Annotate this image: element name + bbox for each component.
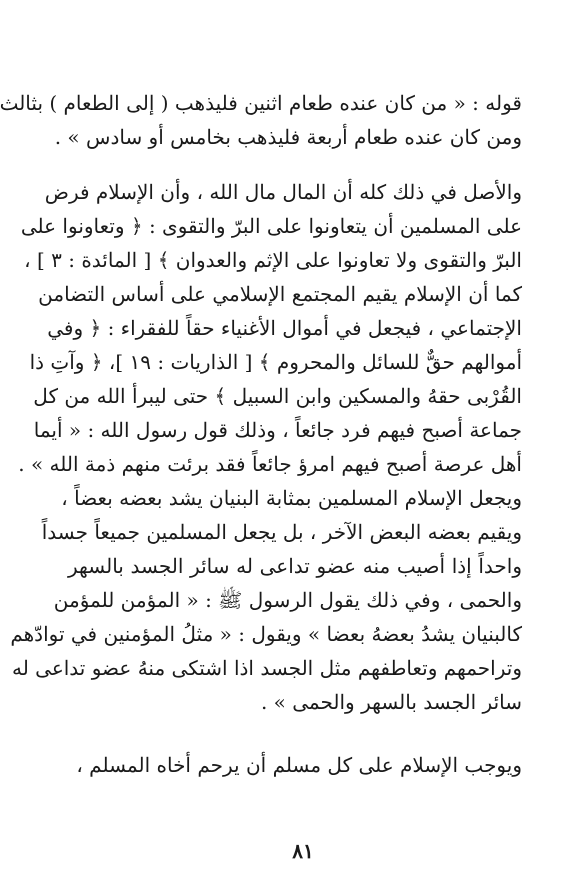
text-line: قوله : « من كان عنده طعام اثنين فليذهب ( إلى الطعام ) بثالث — [0, 91, 522, 115]
text-line: أهل عرصة أصبح فيهم امرؤ جائعاً فقد برئت منهم ذمة الله » . — [18, 452, 522, 476]
text-line: ومن كان عنده طعام أربعة فليذهب بخامس أو سادس » . — [54, 125, 522, 149]
text-line: ويوجب الإسلام على كل مسلم أن يرحم أخاه المسلم ، — [76, 753, 522, 777]
text-line: كالبنيان يشدُ بعضهُ بعضا » ويقول : « مثلُ المؤمنين في توادّهم — [10, 622, 522, 646]
paragraph-1 — [0, 86, 522, 154]
text-line: والحمى ، وفي ذلك يقول الرسول ﷺ : « المؤمن للمؤمن — [53, 588, 522, 612]
text-line: أموالهم حقٌّ للسائل والمحروم ﴾ [ الذاريات : ١٩ ]، ﴿ وآتِ ذا — [29, 350, 522, 374]
text-line: سائر الجسد بالسهر والحمى » . — [260, 690, 522, 714]
text-line: واحداً إذا أصيب منه عضو تداعى له سائر الجسد بالسهر — [68, 554, 523, 578]
text-line: وتراحمهم وتعاطفهم مثل الجسد اذا اشتكى منهُ عضو تداعى له — [11, 656, 522, 680]
paragraph-2 — [10, 175, 523, 719]
text-line: القُرْبى حقهُ والمسكين وابن السبيل ﴾ حتى ليبرأ الله من كل — [33, 384, 522, 408]
text-line: على المسلمين أن يتعاونوا على البرّ والتقوى : ﴿ وتعاونوا على — [20, 214, 522, 238]
text-line: الإجتماعي ، فيجعل في أموال الأغنياء حقاً للفقراء : ﴿ وفي — [47, 316, 522, 340]
text-line: جماعة أصبح فيهم فرد جائعاً ، وذلك قول رسول الله : « أيما — [33, 418, 522, 442]
page-number: ٨١ — [292, 839, 314, 863]
paragraph-3 — [68, 748, 522, 782]
text-line: والأصل في ذلك كله أن المال مال الله ، وأن الإسلام فرض — [44, 180, 522, 204]
text-line: ويقيم بعضه البعض الآخر ، بل يجعل المسلمين جميعاً جسداً — [41, 520, 522, 544]
text-line: ويجعل الإسلام المسلمين بمثابة البنيان يشد بعضه بعضاً ، — [61, 486, 522, 510]
text-line: كما أن الإسلام يقيم المجتمع الإسلامي على أساس التضامن — [38, 282, 522, 306]
text-line: البرّ والتقوى ولا تعاونوا على الإثم والعدوان ﴾ [ المائدة : ٣ ] ، — [24, 248, 522, 272]
